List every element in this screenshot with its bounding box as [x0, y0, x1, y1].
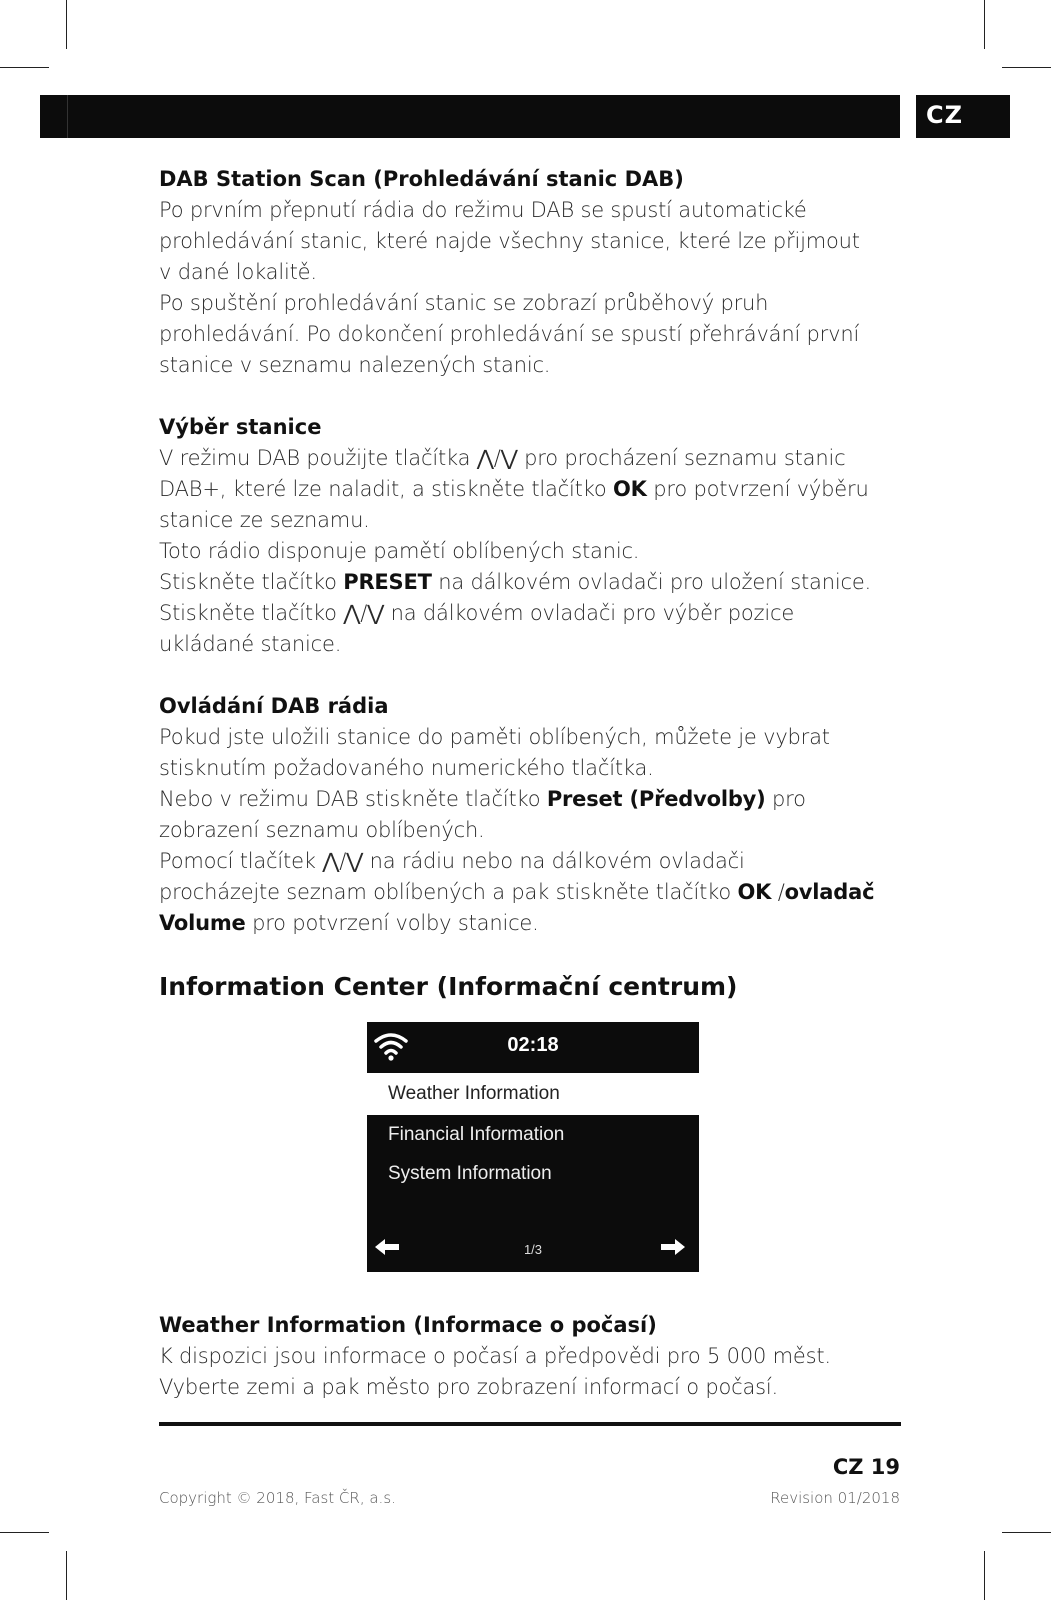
paragraph-line: prohledávání. Po dokončení prohledávání se spustí přehrávání první: [159, 322, 860, 346]
screen-menu: [367, 1115, 699, 1272]
paragraph-line: Stiskněte tlačítko ⋀/⋁ na dálkovém ovladači pro výběr pozice: [159, 601, 795, 625]
crop-mark: [984, 0, 985, 49]
screen-status-bar: [367, 1022, 699, 1073]
header-bar: [40, 95, 900, 138]
header-divider: [67, 95, 68, 138]
preset-key-label: PRESET: [343, 570, 432, 594]
revision-text: Revision 01/2018: [770, 1489, 900, 1507]
crop-mark: [0, 1532, 49, 1533]
paragraph-line: stanice ze seznamu.: [159, 508, 370, 532]
ok-key-label: OK: [613, 477, 647, 501]
radio-screen: [367, 1022, 699, 1272]
section-heading: Výběr stanice: [159, 415, 322, 439]
language-tab: [916, 95, 1010, 138]
copyright-text: Copyright © 2018, Fast ČR, a.s.: [159, 1489, 396, 1507]
footer-rule: [159, 1422, 901, 1426]
paragraph-line: ukládané stanice.: [159, 632, 342, 656]
crop-mark: [66, 0, 67, 49]
ok-key-label: OK: [737, 880, 772, 904]
crop-mark: [984, 1551, 985, 1600]
language-label: CZ: [926, 101, 964, 129]
volume-knob-label: ovladač: [784, 880, 875, 904]
info-center-heading: Information Center (Informační centrum): [159, 972, 738, 1001]
arrow-right-icon[interactable]: [659, 1237, 687, 1257]
paragraph-line: Nebo v režimu DAB stiskněte tlačítko Preset (Předvolby) pro: [159, 787, 806, 811]
paragraph-line: Po spuštění prohledávání stanic se zobrazí průběhový pruh: [159, 291, 769, 315]
page-content: [159, 164, 909, 1434]
paragraph-line: v dané lokalitě.: [159, 260, 317, 284]
volume-key-label: Volume: [159, 911, 246, 935]
crop-mark: [1002, 67, 1051, 68]
crop-mark: [1002, 1532, 1051, 1533]
paragraph-line: zobrazení seznamu oblíbených.: [159, 818, 485, 842]
menu-item-financial[interactable]: Financial Information: [388, 1124, 565, 1145]
paragraph-line: DAB+, které lze naladit, a stiskněte tlačítko OK pro potvrzení výběru: [159, 477, 869, 501]
section-weather: [159, 1310, 909, 1403]
section-station-select: [159, 412, 909, 660]
page-number: CZ 19: [832, 1455, 900, 1479]
preset-key-label: Preset (Předvolby): [546, 787, 766, 811]
section-heading: Ovládání DAB rádia: [159, 694, 389, 718]
paragraph-line: K dispozici jsou informace o počasí a předpovědi pro 5 000 měst.: [159, 1344, 831, 1368]
section-dab-control: [159, 691, 909, 939]
screen-clock: 02:18: [507, 1034, 559, 1056]
paragraph-line: Volume pro potvrzení volby stanice.: [159, 911, 539, 935]
page-indicator: 1/3: [523, 1242, 543, 1257]
crop-mark: [66, 1551, 67, 1600]
paragraph-line: procházejte seznam oblíbených a pak stiskněte tlačítko OK /ovladač: [159, 880, 875, 904]
paragraph-line: prohledávání stanic, které najde všechny stanice, které lze přijmout: [159, 229, 860, 253]
menu-item-selected[interactable]: [367, 1073, 699, 1115]
section-heading: Weather Information (Informace o počasí): [159, 1313, 657, 1337]
crop-mark: [0, 67, 49, 68]
paragraph-line: stisknutím požadovaného numerického tlačítka.: [159, 756, 654, 780]
paragraph-line: Vyberte zemi a pak město pro zobrazení informací o počasí.: [159, 1375, 778, 1399]
paragraph-line: V režimu DAB použijte tlačítka ⋀/⋁ pro procházení seznamu stanic: [159, 446, 846, 470]
paragraph-line: stanice v seznamu nalezených stanic.: [159, 353, 551, 377]
paragraph-line: Toto rádio disponuje pamětí oblíbených stanic.: [159, 539, 640, 563]
paragraph-line: Stiskněte tlačítko PRESET na dálkovém ovladači pro uložení stanice.: [159, 570, 872, 594]
section-heading: DAB Station Scan (Prohledávání stanic DAB): [159, 167, 684, 191]
paragraph-line: Pomocí tlačítek ⋀/⋁ na rádiu nebo na dálkovém ovladači: [159, 849, 745, 873]
menu-item-system[interactable]: System Information: [388, 1163, 552, 1184]
menu-item-label: Weather Information: [388, 1083, 560, 1104]
paragraph-line: Po prvním přepnutí rádia do režimu DAB se spustí automatické: [159, 198, 807, 222]
section-dab-scan: [159, 164, 909, 381]
paragraph-line: Pokud jste uložili stanice do paměti oblíbených, můžete je vybrat: [159, 725, 830, 749]
